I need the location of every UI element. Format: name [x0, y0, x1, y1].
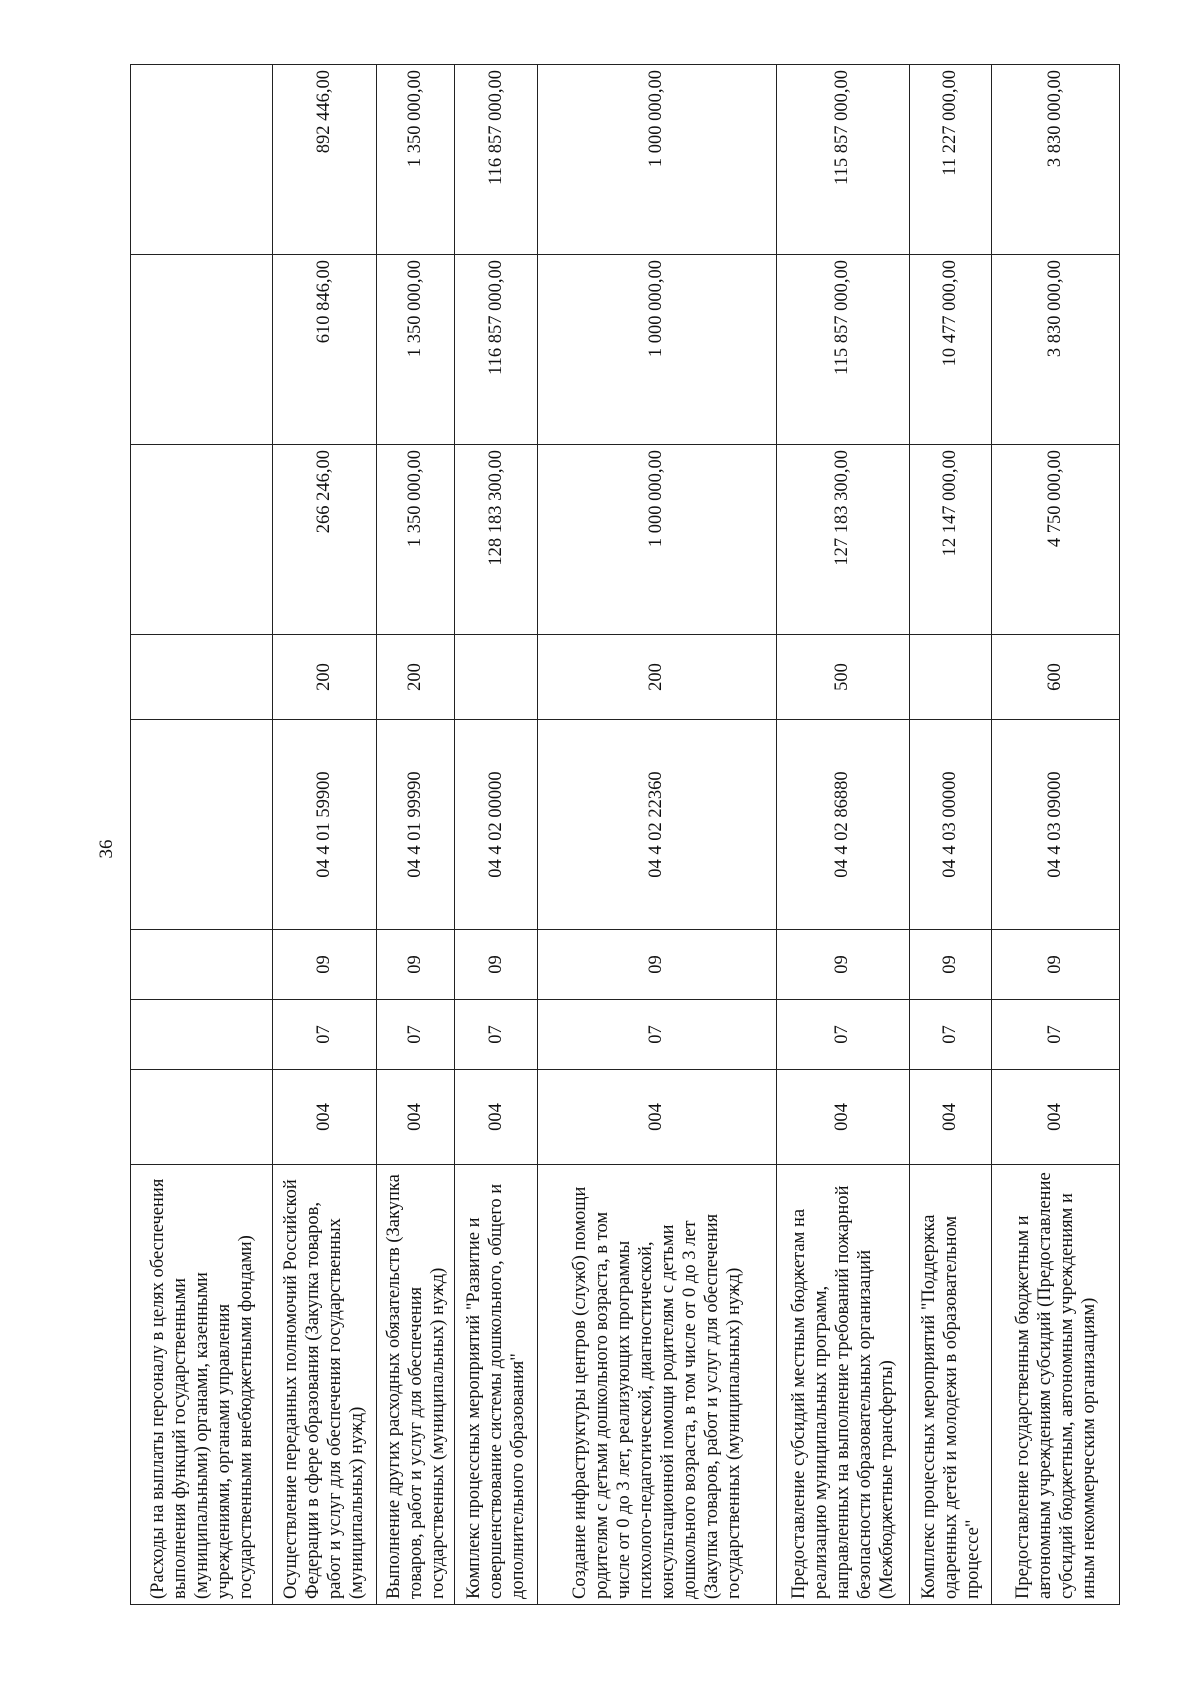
row-grbs	[131, 1070, 273, 1165]
row-csr: 04 4 03 09000	[992, 720, 1120, 930]
row-csr	[131, 720, 273, 930]
table-row	[992, 65, 1120, 1605]
row-sum-2027: 115 857 000,00	[776, 65, 909, 255]
table-row	[537, 65, 776, 1605]
row-vr: 600	[992, 635, 1120, 720]
row-pr: 09	[909, 930, 991, 1000]
row-sum-2027	[131, 65, 273, 255]
row-pr: 09	[273, 930, 376, 1000]
row-sum-2025: 1 350 000,00	[376, 445, 455, 635]
row-grbs: 004	[273, 1070, 376, 1165]
row-grbs: 004	[455, 1070, 537, 1165]
row-sum-2027: 1 000 000,00	[537, 65, 776, 255]
row-sum-2025: 127 183 300,00	[776, 445, 909, 635]
row-sum-2025	[131, 445, 273, 635]
row-name: Комплекс процессных мероприятий "Развитие и совершенствование системы дошкольного, общего и дополнительного образования"	[455, 1165, 537, 1605]
row-sum-2027: 116 857 000,00	[455, 65, 537, 255]
row-rz: 07	[537, 1000, 776, 1070]
row-rz: 07	[992, 1000, 1120, 1070]
row-grbs: 004	[537, 1070, 776, 1165]
row-sum-2026: 116 857 000,00	[455, 255, 537, 445]
row-sum-2026: 610 846,00	[273, 255, 376, 445]
row-vr: 200	[537, 635, 776, 720]
row-rz: 07	[455, 1000, 537, 1070]
row-vr: 200	[376, 635, 455, 720]
page-number: 36	[96, 839, 117, 859]
row-sum-2025: 12 147 000,00	[909, 445, 991, 635]
row-pr: 09	[776, 930, 909, 1000]
row-sum-2025: 4 750 000,00	[992, 445, 1120, 635]
row-vr	[131, 635, 273, 720]
row-grbs: 004	[909, 1070, 991, 1165]
row-sum-2026: 115 857 000,00	[776, 255, 909, 445]
row-grbs: 004	[992, 1070, 1120, 1165]
budget-table	[130, 64, 1120, 1605]
row-sum-2026: 3 830 000,00	[992, 255, 1120, 445]
row-name: Предоставление субсидий местным бюджетам на реализацию муниципальных программ, направленных на выполнение требований пожарной безопасности образовательных организаций (Межбюджетные трансферты)	[776, 1165, 909, 1605]
table-row	[776, 65, 909, 1605]
row-pr: 09	[537, 930, 776, 1000]
row-rz: 07	[909, 1000, 991, 1070]
row-name: Осуществление переданных полномочий Российской Федерации в сфере образования (Закупка товаров, работ и услуг для обеспечения государственных (муниципальных) нужд)	[273, 1165, 376, 1605]
row-sum-2026	[131, 255, 273, 445]
row-grbs: 004	[376, 1070, 455, 1165]
row-rz: 07	[273, 1000, 376, 1070]
row-vr: 500	[776, 635, 909, 720]
row-vr	[909, 635, 991, 720]
row-sum-2027: 3 830 000,00	[992, 65, 1120, 255]
row-sum-2025: 128 183 300,00	[455, 445, 537, 635]
row-pr: 09	[992, 930, 1120, 1000]
row-csr: 04 4 01 99990	[376, 720, 455, 930]
row-csr: 04 4 02 00000	[455, 720, 537, 930]
row-rz: 07	[376, 1000, 455, 1070]
row-csr: 04 4 02 86880	[776, 720, 909, 930]
row-pr	[131, 930, 273, 1000]
row-vr	[455, 635, 537, 720]
row-sum-2026: 1 350 000,00	[376, 255, 455, 445]
row-rz	[131, 1000, 273, 1070]
row-sum-2026: 10 477 000,00	[909, 255, 991, 445]
row-sum-2027: 892 446,00	[273, 65, 376, 255]
row-vr: 200	[273, 635, 376, 720]
row-name: Выполнение других расходных обязательств (Закупка товаров, работ и услуг для обеспечения государственных (муниципальных) нужд)	[376, 1165, 455, 1605]
table-row	[455, 65, 537, 1605]
row-sum-2026: 1 000 000,00	[537, 255, 776, 445]
row-grbs: 004	[776, 1070, 909, 1165]
row-sum-2027: 11 227 000,00	[909, 65, 991, 255]
table-row	[376, 65, 455, 1605]
table-row	[131, 65, 273, 1605]
row-rz: 07	[776, 1000, 909, 1070]
table-row	[273, 65, 376, 1605]
table-row	[909, 65, 991, 1605]
budget-table-container	[130, 65, 1120, 1605]
row-pr: 09	[455, 930, 537, 1000]
row-csr: 04 4 03 00000	[909, 720, 991, 930]
row-sum-2027: 1 350 000,00	[376, 65, 455, 255]
row-name: Предоставление государственным бюджетным и автономным учреждениям субсидий (Предоставление субсидий бюджетным, автономным учреждениям и иным некоммерческим организациям)	[992, 1165, 1120, 1605]
row-csr: 04 4 01 59900	[273, 720, 376, 930]
row-name: Комплекс процессных мероприятий "Поддержка одаренных детей и молодежи в образовательном процессе"	[909, 1165, 991, 1605]
row-name: Создание инфраструктуры центров (служб) помощи родителям с детьми дошкольного возраста, в том числе от 0 до 3 лет, реализующих программы психолого-педагогической, диагностической, консультационной помощи родителям с детьми дошкольного возраста, в том числе от 0 до 3 лет (Закупка товаров, работ и услуг для обеспечения государственных (муниципальных) нужд)	[537, 1165, 776, 1605]
row-sum-2025: 266 246,00	[273, 445, 376, 635]
budget-table-rotated	[130, 65, 1120, 1605]
row-pr: 09	[376, 930, 455, 1000]
row-name: (Расходы на выплаты персоналу в целях обеспечения выполнения функций государственными (муниципальными) органами, казенными учреждениями, органами управления государственными внебюджетными фондами)	[131, 1165, 273, 1605]
row-csr: 04 4 02 22360	[537, 720, 776, 930]
row-sum-2025: 1 000 000,00	[537, 445, 776, 635]
